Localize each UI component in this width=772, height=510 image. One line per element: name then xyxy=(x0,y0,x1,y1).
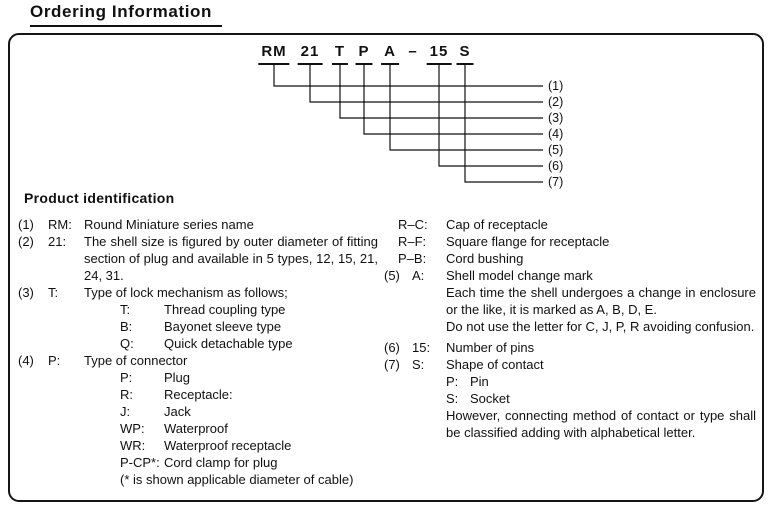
callout-label: (3) xyxy=(548,111,564,125)
item-code: A: xyxy=(412,268,425,283)
item-number: (5) xyxy=(384,268,400,283)
item-code: R–C: xyxy=(398,217,428,232)
spec-subrow xyxy=(384,390,756,407)
page-title: Ordering Information xyxy=(30,2,222,27)
item-code: S: xyxy=(446,391,459,406)
spec-subrow xyxy=(18,437,378,454)
callout-label: (7) xyxy=(548,175,564,189)
spec-row xyxy=(18,284,378,301)
item-code: P-CP*: xyxy=(120,455,160,470)
item-number: (6) xyxy=(384,340,400,355)
description-paragraph xyxy=(384,284,756,318)
item-text: Bayonet sleeve type xyxy=(164,319,282,334)
spec-subrow xyxy=(384,216,756,233)
footnote xyxy=(18,471,378,488)
part-number-segment: T xyxy=(332,43,348,65)
item-number: (7) xyxy=(384,357,400,372)
item-text: Pin xyxy=(470,374,489,389)
item-text: Socket xyxy=(470,391,510,406)
spec-subrow xyxy=(18,454,378,471)
item-text: Waterproof xyxy=(164,421,228,436)
item-text: Cord bushing xyxy=(446,251,524,266)
spec-subrow xyxy=(384,250,756,267)
main-panel xyxy=(8,33,764,502)
item-text: Number of pins xyxy=(446,340,535,355)
part-number-dash: – xyxy=(408,43,418,60)
callout-label: (6) xyxy=(548,159,564,173)
section-heading: Product identification xyxy=(24,190,175,206)
callout-label: (2) xyxy=(548,95,564,109)
part-number-segment: A xyxy=(381,43,399,65)
spec-subrow xyxy=(18,301,378,318)
item-number: (4) xyxy=(18,353,34,368)
spec-subrow xyxy=(384,233,756,250)
item-code: WR: xyxy=(120,438,146,453)
item-code: R–F: xyxy=(398,234,427,249)
spec-subrow xyxy=(18,369,378,386)
item-text: Shell model change mark xyxy=(446,268,593,283)
item-text: Type of connector xyxy=(84,353,188,368)
item-text: Cord clamp for plug xyxy=(164,455,278,470)
description-paragraph xyxy=(384,407,756,441)
spec-subrow xyxy=(18,386,378,403)
callout-label: (1) xyxy=(548,79,564,93)
item-text: Receptacle: xyxy=(164,387,233,402)
item-code: S: xyxy=(412,357,425,372)
left-column xyxy=(18,216,378,488)
item-text: Waterproof receptacle xyxy=(164,438,292,453)
item-code: P–B: xyxy=(398,251,427,266)
item-code: T: xyxy=(48,285,59,300)
spec-row xyxy=(384,267,756,284)
item-text: Quick detachable type xyxy=(164,336,293,351)
item-code: P: xyxy=(120,370,133,385)
spec-subrow xyxy=(18,403,378,420)
item-code: R: xyxy=(120,387,133,402)
item-number: (2) xyxy=(18,234,34,249)
item-code: RM: xyxy=(48,217,72,232)
item-text: Round Miniature series name xyxy=(84,217,254,232)
part-number-segment: RM xyxy=(258,43,289,65)
paragraph-text: However, connecting method of contact or type shall be classified adding with alphabetical letter. xyxy=(446,408,756,440)
right-column xyxy=(384,216,756,488)
item-text: Jack xyxy=(164,404,191,419)
item-code: P: xyxy=(48,353,61,368)
item-text: Type of lock mechanism as follows; xyxy=(84,285,288,300)
spec-row xyxy=(18,233,378,284)
spec-subrow xyxy=(384,373,756,390)
paragraph-text: Do not use the letter for C, J, P, R avoiding confusion. xyxy=(446,319,755,334)
part-number-segment: 21 xyxy=(298,43,323,65)
item-code: Q: xyxy=(120,336,134,351)
item-code: J: xyxy=(120,404,131,419)
item-text: Shape of contact xyxy=(446,357,544,372)
item-text: Thread coupling type xyxy=(164,302,286,317)
footnote-text: (* is shown applicable diameter of cable) xyxy=(120,472,354,487)
spec-row xyxy=(384,339,756,356)
callout-label: (4) xyxy=(548,127,564,141)
item-number: (1) xyxy=(18,217,34,232)
product-identification-section xyxy=(18,190,756,488)
spec-row xyxy=(384,356,756,373)
item-number: (3) xyxy=(18,285,34,300)
item-code: T: xyxy=(120,302,131,317)
description-paragraph xyxy=(384,318,756,335)
spec-subrow xyxy=(18,318,378,335)
item-text: The shell size is figured by outer diameter of fitting section of plug and available in 5 types, 12, 15, 21, 24, 31. xyxy=(84,234,378,283)
callout-label: (5) xyxy=(548,143,564,157)
item-text: Plug xyxy=(164,370,191,385)
item-code: P: xyxy=(446,374,459,389)
item-code: 15: xyxy=(412,340,431,355)
item-text: Square flange for receptacle xyxy=(446,234,610,249)
item-code: 21: xyxy=(48,234,67,249)
part-number-segment: S xyxy=(456,43,473,65)
paragraph-text: Each time the shell undergoes a change in enclosure or the like, it is marked as A, B, D, E. xyxy=(446,285,756,317)
item-text: Cap of receptacle xyxy=(446,217,548,232)
spec-row xyxy=(18,216,378,233)
part-number-segment: P xyxy=(355,43,372,65)
spec-row xyxy=(18,352,378,369)
spec-subrow xyxy=(18,335,378,352)
item-code: B: xyxy=(120,319,133,334)
part-number-segment: 15 xyxy=(427,43,452,65)
item-code: WP: xyxy=(120,421,145,436)
spec-subrow xyxy=(18,420,378,437)
